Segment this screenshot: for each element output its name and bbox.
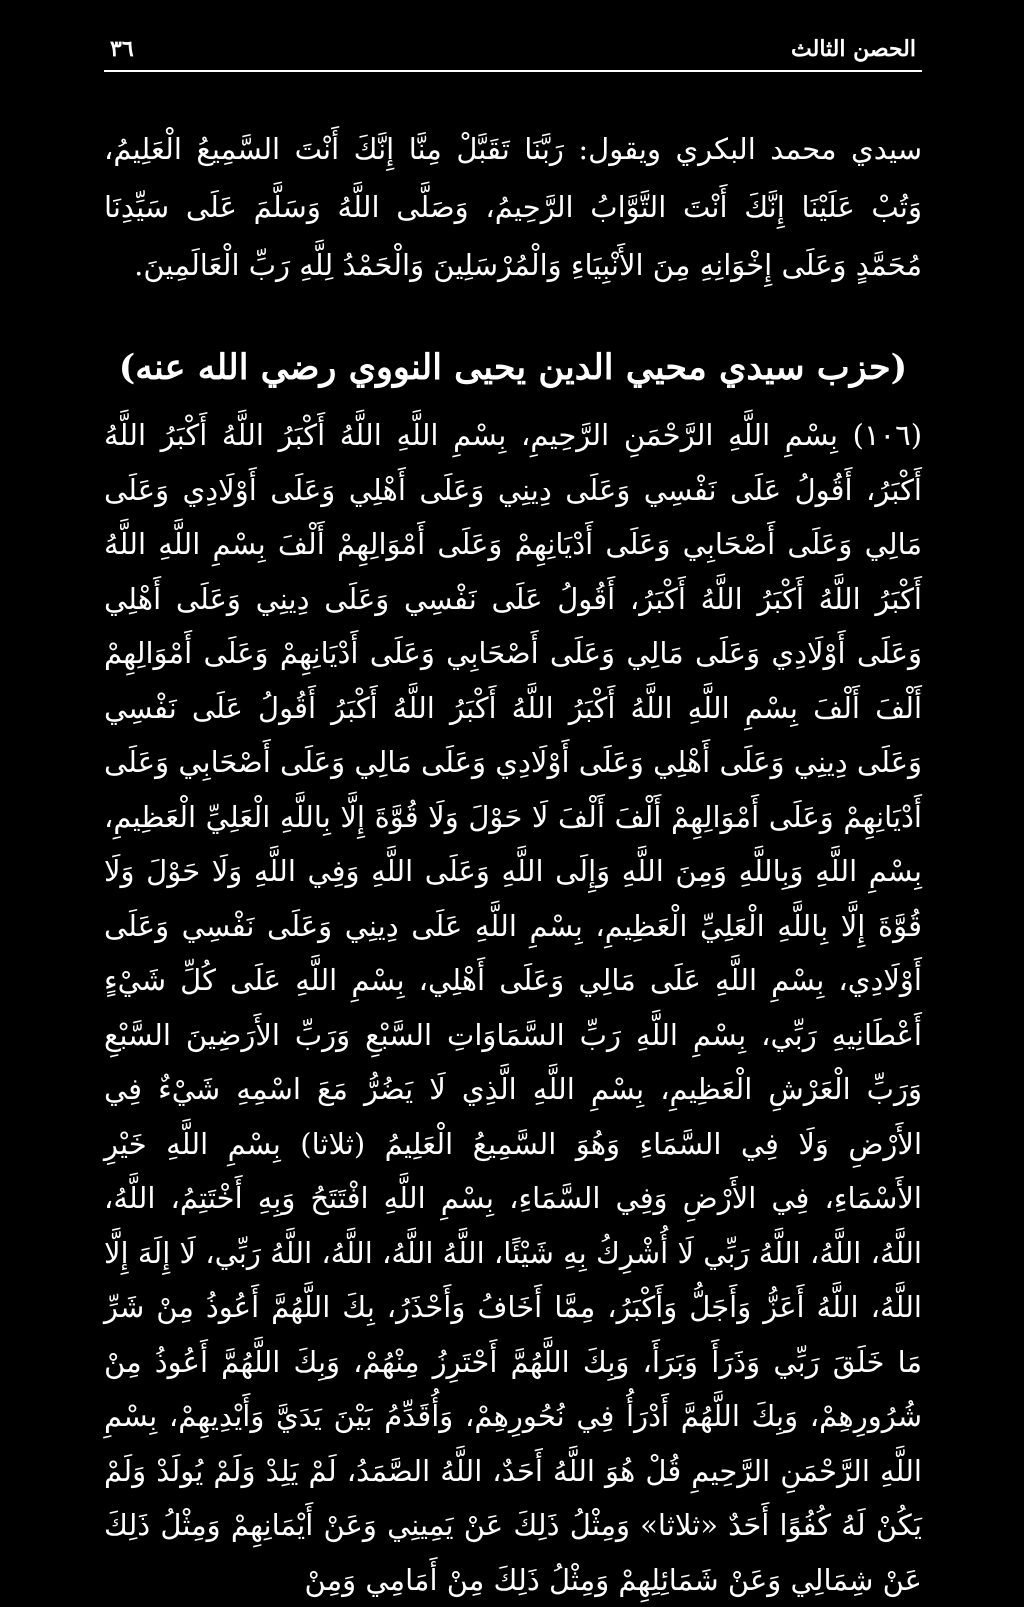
hizb-body — [104, 408, 922, 1607]
page-number: ٣٦ — [110, 36, 134, 62]
running-header — [104, 20, 922, 72]
section-title: (حزب سيدي محيي الدين يحيى النووي رضي الله عنه) — [118, 347, 908, 388]
intro-text: سيدي محمد البكري ويقول: رَبَّنَا تَقَبَّلْ مِنَّا إِنَّكَ أَنْتَ السَّمِيعُ الْعَلِيمُ، وَتُبْ عَلَيْنَا إِنَّكَ أَنْتَ التَّوَّابُ الرَّحِيمُ، وَصَلَّى اللَّهُ وَسَلَّمَ عَلَى سَيِّدِنَا مُحَمَّدٍ وَعَلَى إِخْوَانِهِ مِنَ الأَنْبِيَاءِ وَالْمُرْسَلِينَ وَالْحَمْدُ لِلَّهِ رَبِّ الْعَالَمِينَ. — [104, 132, 922, 282]
book-page — [104, 20, 922, 1607]
running-title: الحصن الثالث — [791, 36, 916, 62]
hizb-text: (١٠٦) بِسْمِ اللَّهِ الرَّحْمَنِ الرَّحِيمِ، بِسْمِ اللَّهِ اللَّهُ أَكْبَرُ اللَّهُ أَكْبَرُ اللَّهُ أَكْبَرُ، أَقُولُ عَلَى نَفْسِي وَعَلَى دِينِي وَعَلَى أَهْلِي وَعَلَى أَوْلَادِي وَعَلَى مَالِي وَعَلَى أَصْحَابِي وَعَلَى أَدْيَانِهِمْ وَعَلَى أَمْوَالِهِمْ أَلْفَ بِسْمِ اللَّهِ اللَّهُ أَكْبَرُ اللَّهُ أَكْبَرُ اللَّهُ أَكْبَرُ، أَقُولُ عَلَى نَفْسِي وَعَلَى دِينِي وَعَلَى أَهْلِي وَعَلَى أَوْلَادِي وَعَلَى مَالِي وَعَلَى أَصْحَابِي وَعَلَى أَدْيَانِهِمْ وَعَلَى أَمْوَالِهِمْ أَلْفَ أَلْفَ بِسْمِ اللَّهِ اللَّهُ أَكْبَرُ اللَّهُ أَكْبَرُ اللَّهُ أَكْبَرُ أَقُولُ عَلَى نَفْسِي وَعَلَى دِينِي وَعَلَى أَهْلِي وَعَلَى أَوْلَادِي وَعَلَى مَالِي وَعَلَى أَصْحَابِي وَعَلَى أَدْيَانِهِمْ وَعَلَى أَمْوَالِهِمْ أَلْفَ أَلْفَ لَا حَوْلَ وَلَا قُوَّةَ إِلَّا بِاللَّهِ الْعَلِيِّ الْعَظِيمِ، بِسْمِ اللَّهِ وَبِاللَّهِ وَمِنَ اللَّهِ وَإِلَى اللَّهِ وَعَلَى اللَّهِ وَفِي اللَّهِ وَلَا حَوْلَ وَلَا قُوَّةَ إِلَّا بِاللَّهِ الْعَلِيِّ الْعَظِيمِ، بِسْمِ اللَّهِ عَلَى دِينِي وَعَلَى نَفْسِي وَعَلَى أَوْلَادِي، بِسْمِ اللَّهِ عَلَى مَالِي وَعَلَى أَهْلِي، بِسْمِ اللَّهِ عَلَى كُلِّ شَيْءٍ أَعْطَانِيهِ رَبِّي، بِسْمِ اللَّهِ رَبِّ السَّمَاوَاتِ السَّبْعِ وَرَبِّ الأَرَضِينَ السَّبْعِ وَرَبِّ الْعَرْشِ الْعَظِيمِ، بِسْمِ اللَّهِ الَّذِي لَا يَضُرُّ مَعَ اسْمِهِ شَيْءٌ فِي الأَرْضِ وَلَا فِي السَّمَاءِ وَهُوَ السَّمِيعُ الْعَلِيمُ (ثلاثا) بِسْمِ اللَّهِ خَيْرِ الأَسْمَاءِ، فِي الأَرْضِ وَفِي السَّمَاءِ، بِسْمِ اللَّهِ افْتَتَحُ وَبِهِ أَخْتَتِمُ، اللَّهُ، اللَّهُ، اللَّهُ، اللَّهُ رَبِّي لَا أُشْرِكُ بِهِ شَيْئًا، اللَّهُ اللَّهُ، اللَّهُ، اللَّهُ رَبِّي، لَا إِلَهَ إِلَّا اللَّهُ، اللَّهُ أَعَزُّ وَأَجَلُّ وَأَكْبَرُ، مِمَّا أَخَافُ وَأَحْذَرُ، بِكَ اللَّهُمَّ أَعُوذُ مِنْ شَرِّ مَا خَلَقَ رَبِّي وَذَرَأَ وَبَرَأَ، وَبِكَ اللَّهُمَّ أَحْتَرِزُ مِنْهُمْ، وَبِكَ اللَّهُمَّ أَعُوذُ مِنْ شُرُورِهِمْ، وَبِكَ اللَّهُمَّ أَدْرَأُ فِي نُحُورِهِمْ، وَأُقَدِّمُ بَيْنَ يَدَيَّ وَأَيْدِيهِمْ، بِسْمِ اللَّهِ الرَّحْمَنِ الرَّحِيمِ قُلْ هُوَ اللَّهُ أَحَدٌ، اللَّهُ الصَّمَدُ، لَمْ يَلِدْ وَلَمْ يُولَدْ وَلَمْ يَكُنْ لَهُ كُفُوًا أَحَدٌ «ثلاثا» وَمِثْلُ ذَلِكَ عَنْ يَمِينِي وَعَنْ أَيْمَانِهِمْ وَمِثْلُ ذَلِكَ عَنْ شِمَالِي وَعَنْ شَمَائِلِهِمْ وَمِثْلُ ذَلِكَ مِنْ أَمَامِي وَمِنْ — [104, 418, 923, 1597]
intro-paragraph — [104, 120, 922, 294]
